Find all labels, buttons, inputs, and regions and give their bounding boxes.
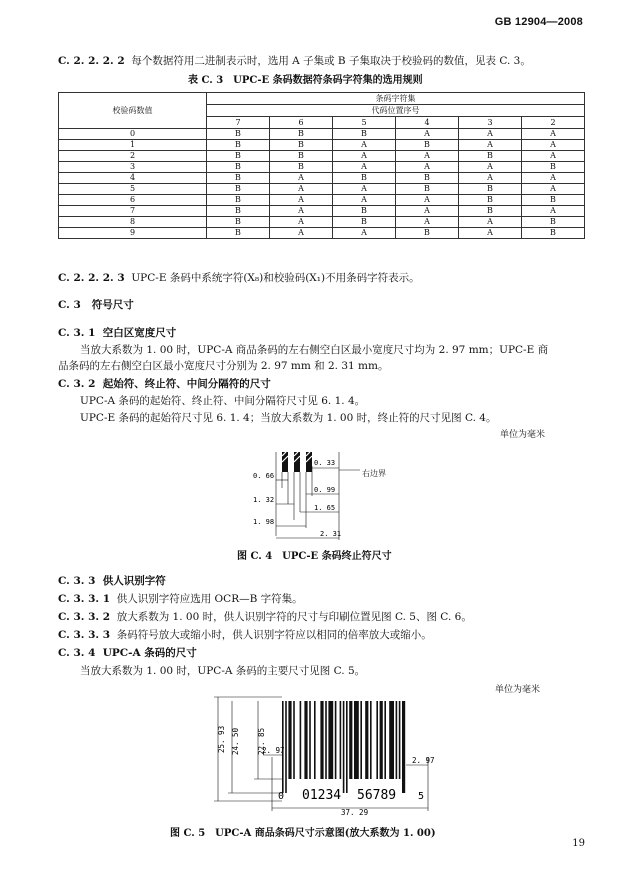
barcode-bar [380, 701, 383, 779]
subset-cell: A [333, 162, 396, 173]
dim-1-98: 1. 98 [253, 518, 275, 526]
position-header-4: 4 [396, 117, 459, 129]
check-value-cell: 5 [59, 184, 207, 195]
unit-label-2: 单位为毫米 [495, 685, 541, 695]
subset-cell: A [333, 195, 396, 206]
subset-cell: B [207, 129, 270, 140]
check-value-cell: 6 [59, 195, 207, 206]
subset-cell: A [522, 151, 585, 162]
section-c32 [58, 377, 271, 392]
subset-cell: B [522, 162, 585, 173]
subset-cell: B [459, 184, 522, 195]
para-c333-text: 条码符号放大或缩小时，供人识别字符应以相同的倍率放大或缩小。 [116, 629, 432, 641]
subset-cell: A [333, 140, 396, 151]
dim-1-32: 1. 32 [253, 496, 275, 504]
section-c31 [58, 326, 176, 341]
subset-cell: A [396, 217, 459, 228]
dim-25-93: 25. 93 [217, 725, 226, 753]
subset-cell: B [396, 140, 459, 151]
table-row [59, 195, 585, 206]
para-c333-num: C. 3. 3. 3 [58, 629, 111, 641]
check-value-cell: 2 [59, 151, 207, 162]
subset-cell: A [270, 184, 333, 195]
table-header-group: 条码字符集 [207, 93, 585, 105]
subset-cell: A [459, 228, 522, 239]
subset-cell: A [270, 228, 333, 239]
figure-c5-diagram [196, 693, 456, 815]
subset-cell: B [207, 162, 270, 173]
subset-cell: B [459, 151, 522, 162]
subset-cell: A [270, 217, 333, 228]
section-c3 [58, 298, 134, 313]
subset-cell: B [270, 151, 333, 162]
figure-c4-diagram [250, 448, 370, 544]
table-row [59, 228, 585, 239]
subset-cell: A [333, 151, 396, 162]
subset-cell: A [522, 140, 585, 151]
section-c33-title: 供人识别字符 [102, 575, 166, 587]
subset-cell: B [459, 206, 522, 217]
subset-cell: B [207, 206, 270, 217]
barcode-bar [325, 701, 327, 779]
dim-0-33: 0. 33 [314, 459, 336, 467]
para-c2223-num: C. 2. 2. 2. 3 [58, 272, 125, 284]
subset-cell: B [333, 173, 396, 184]
section-c31-num: C. 3. 1 [58, 327, 96, 339]
dim-2-31: 2. 31 [320, 530, 342, 538]
table-header-sub: 代码位置序号 [207, 105, 585, 117]
check-value-cell: 8 [59, 217, 207, 228]
check-value-cell: 1 [59, 140, 207, 151]
hri-digit-left: 0 [278, 791, 285, 802]
table-row [59, 151, 585, 162]
para-c2222-num: C. 2. 2. 2. 2 [58, 55, 125, 67]
subset-cell: B [270, 129, 333, 140]
right-boundary-label: 右边界 [362, 469, 386, 478]
dim-0-99: 0. 99 [314, 486, 336, 494]
barcode-bar [309, 701, 311, 779]
para-c32-line2: UPC-E 条码的起始符尺寸见 6. 1. 4；当放大系数为 1. 00 时，终止符的尺寸见图 C. 4。 [80, 412, 497, 424]
subset-cell: B [270, 140, 333, 151]
subset-cell: A [333, 184, 396, 195]
dim-2-97-left: 2. 97 [262, 746, 285, 755]
para-c31-line1: 当放大系数为 1. 00 时，UPC-A 商品条码的左右侧空白区最小宽度尺寸均为 2. 97 mm；UPC-E 商 [80, 344, 549, 356]
hri-digits-group1: 01234 [302, 788, 342, 803]
barcode-bar [360, 701, 362, 779]
page-number: 19 [572, 838, 585, 849]
subset-cell: B [459, 195, 522, 206]
para-c331 [58, 592, 303, 607]
check-value-cell: 9 [59, 228, 207, 239]
table-row [59, 162, 585, 173]
subset-cell: A [459, 129, 522, 140]
table-row [59, 173, 585, 184]
subset-cell: A [459, 162, 522, 173]
para-c332-num: C. 3. 3. 2 [58, 611, 111, 623]
subset-cell: B [207, 217, 270, 228]
standard-header: GB 12904—2008 [494, 16, 583, 28]
table-row [59, 217, 585, 228]
terminator-bars [282, 452, 312, 472]
subset-cell: A [396, 206, 459, 217]
subset-cell: A [522, 129, 585, 140]
dim-37-29: 37. 29 [341, 808, 369, 815]
check-value-cell: 0 [59, 129, 207, 140]
barcode-bar [346, 701, 348, 793]
check-value-cell: 4 [59, 173, 207, 184]
subset-cell: B [207, 151, 270, 162]
section-c3-num: C. 3 [58, 299, 81, 311]
section-c34-title: UPC-A 条码的尺寸 [102, 647, 197, 659]
position-header-6: 6 [270, 117, 333, 129]
para-c331-text: 供人识别字符应选用 OCR—B 字符集。 [116, 593, 303, 605]
subset-cell: B [207, 173, 270, 184]
subset-cell: B [333, 206, 396, 217]
section-c32-num: C. 3. 2 [58, 378, 96, 390]
para-c34: 当放大系数为 1. 00 时，UPC-A 条码的主要尺寸见图 C. 5。 [80, 665, 366, 677]
section-c34 [58, 646, 197, 661]
barcode-bar [370, 701, 372, 779]
barcode-bar [402, 701, 405, 793]
subset-cell: A [270, 173, 333, 184]
barcode-bar [293, 701, 295, 779]
para-c2223-text: UPC-E 条码中系统字符(X₈)和校验码(X₁)不用条码字符表示。 [131, 272, 420, 284]
barcode-bar [320, 701, 323, 779]
barcode-bar [365, 701, 368, 779]
section-c33-num: C. 3. 3 [58, 575, 96, 587]
barcode-bar [399, 701, 401, 779]
subset-cell: B [333, 129, 396, 140]
subset-cell: B [396, 173, 459, 184]
para-c331-num: C. 3. 3. 1 [58, 593, 111, 605]
figure-c4-caption: 图 C. 4 UPC-E 条码终止符尺寸 [237, 551, 392, 562]
table-row [59, 129, 585, 140]
table-body [59, 129, 585, 239]
table-header-check: 校验码数值 [59, 93, 207, 129]
barcode-bar [285, 701, 287, 793]
subset-cell: A [459, 140, 522, 151]
position-header-2: 2 [522, 117, 585, 129]
subset-cell: A [522, 173, 585, 184]
dim-24-50: 24. 50 [231, 727, 240, 755]
barcode-bar [328, 701, 333, 779]
subset-cell: A [459, 173, 522, 184]
position-header-5: 5 [333, 117, 396, 129]
barcode-bar [349, 701, 352, 779]
barcode-bar [343, 701, 345, 793]
para-c2222-text: 每个数据符用二进制表示时，选用 A 子集或 B 子集取决于校验码的数值，见表 C. 3。 [131, 55, 531, 67]
para-c2223 [58, 271, 420, 286]
barcode-bar [335, 701, 337, 779]
barcode-bar [304, 701, 307, 779]
subset-cell: B [270, 162, 333, 173]
para-c332-text: 放大系数为 1. 00 时，供人识别字符的尺寸与印刷位置见图 C. 5、图 C. 6。 [116, 611, 472, 623]
section-c31-title: 空白区宽度尺寸 [102, 327, 177, 339]
hri-digit-right: 5 [418, 791, 425, 802]
dim-2-97-right: 2. 97 [412, 756, 435, 765]
subset-cell: A [396, 151, 459, 162]
subset-cell: A [396, 129, 459, 140]
section-c3-title: 符号尺寸 [91, 299, 134, 311]
table-row [59, 140, 585, 151]
para-c32-line1: UPC-A 条码的起始符、终止符、中间分隔符尺寸见 6. 1. 4。 [80, 395, 366, 407]
subset-cell: A [270, 206, 333, 217]
subset-cell: A [396, 195, 459, 206]
barcode-bar [396, 701, 398, 779]
table-c3 [58, 92, 585, 239]
check-value-cell: 3 [59, 162, 207, 173]
para-c2222 [58, 54, 531, 69]
subset-cell: A [396, 162, 459, 173]
barcode-bar [300, 701, 302, 779]
subset-cell: B [396, 228, 459, 239]
check-value-cell: 7 [59, 206, 207, 217]
barcode-bar [376, 701, 378, 779]
subset-cell: B [522, 228, 585, 239]
para-c31-line2: 品条码的左右侧空白区最小宽度尺寸分别为 2. 97 mm 和 2. 31 mm。 [58, 360, 389, 372]
subset-cell: B [207, 228, 270, 239]
hri-digits-group2: 56789 [357, 788, 397, 803]
position-header-3: 3 [459, 117, 522, 129]
dim-1-65: 1. 65 [314, 504, 336, 512]
subset-cell: B [522, 217, 585, 228]
barcode-bar [354, 701, 359, 779]
subset-cell: B [333, 217, 396, 228]
unit-label-1: 单位为毫米 [500, 430, 546, 440]
subset-cell: A [522, 206, 585, 217]
barcode-bar [384, 701, 386, 779]
para-c332 [58, 610, 472, 625]
table-row [59, 206, 585, 217]
position-header-7: 7 [207, 117, 270, 129]
subset-cell: A [522, 184, 585, 195]
subset-cell: A [459, 217, 522, 228]
barcode-bar [389, 701, 394, 779]
table-row [59, 184, 585, 195]
subset-cell: B [207, 195, 270, 206]
subset-cell: B [207, 184, 270, 195]
subset-cell: B [396, 184, 459, 195]
subset-cell: B [207, 140, 270, 151]
barcode-bar [340, 701, 342, 779]
table-c3-caption: 表 C. 3 UPC-E 条码数据符条码字符集的选用规则 [188, 75, 423, 86]
subset-cell: A [270, 195, 333, 206]
barcode-bar [288, 701, 291, 779]
barcode-bars [282, 701, 405, 793]
subset-cell: A [333, 228, 396, 239]
section-c34-num: C. 3. 4 [58, 647, 96, 659]
barcode-bar [314, 701, 316, 779]
section-c32-title: 起始符、终止符、中间分隔符的尺寸 [102, 378, 271, 390]
figure-c5-caption: 图 C. 5 UPC-A 商品条码尺寸示意图(放大系数为 1. 00) [170, 828, 436, 839]
para-c333 [58, 628, 432, 643]
section-c33 [58, 574, 166, 589]
dim-0-66: 0. 66 [253, 472, 275, 480]
subset-cell: B [522, 195, 585, 206]
dim-22-85: 22. 85 [257, 727, 266, 755]
